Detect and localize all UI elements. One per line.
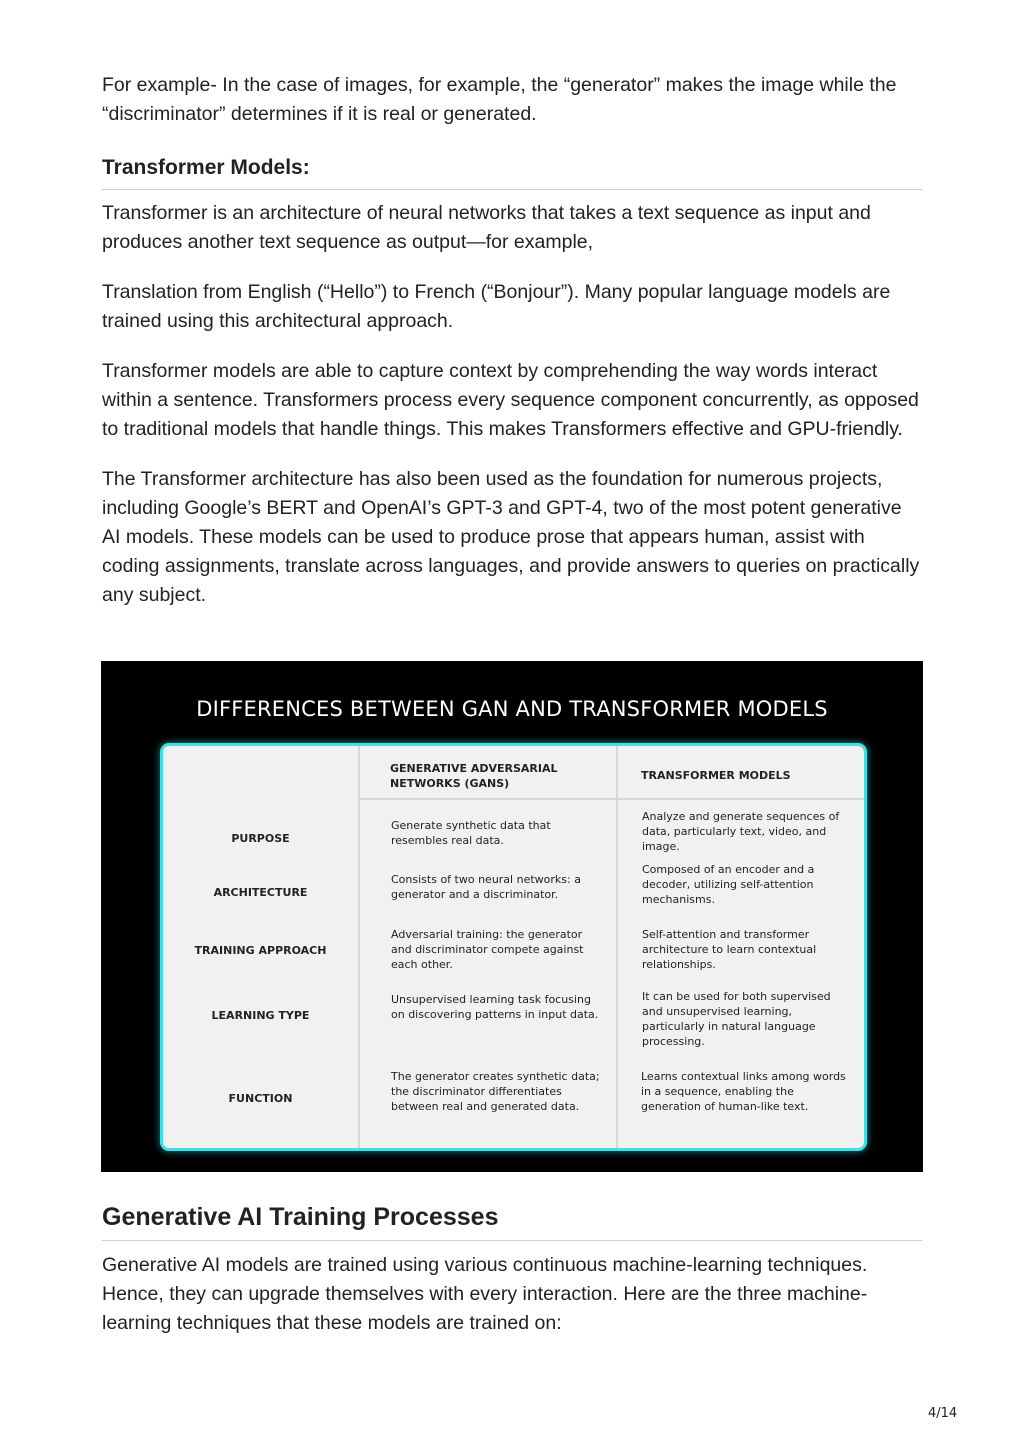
- cell-gan-architecture: Consists of two neural networks: a generator and a discriminator.: [391, 873, 581, 901]
- row-label-purpose: PURPOSE: [231, 832, 290, 845]
- intro-paragraph: For example- In the case of images, for example, the “generator” makes the image while the “discriminator” determines if it is real or generated.: [102, 74, 897, 125]
- row-label-function: FUNCTION: [228, 1092, 293, 1105]
- table-divider: [616, 746, 618, 1148]
- training-heading: Generative AI Training Processes: [102, 1201, 922, 1241]
- comparison-table: [160, 743, 867, 1151]
- cell-transformer-function: Learns contextual links among words in a sequence, enabling the generation of human-like text.: [641, 1070, 846, 1113]
- row-label-training-approach: TRAINING APPROACH: [194, 944, 327, 957]
- cell-transformer-architecture: Composed of an encoder and a decoder, utilizing self-attention mechanisms.: [642, 863, 815, 906]
- row-label-learning-type: LEARNING TYPE: [211, 1009, 310, 1022]
- article-body: [102, 71, 922, 631]
- cell-gan-training-approach: Adversarial training: the generator and discriminator compete against each other.: [391, 928, 584, 971]
- training-paragraph: Generative AI models are trained using various continuous machine-learning techniques. Hence, they can upgrade themselves with every interaction. Here are the three machine-learning techniques that these models are trained on:: [102, 1254, 868, 1334]
- cell-gan-purpose: Generate synthetic data that resembles real data.: [391, 819, 551, 847]
- table-divider: [358, 746, 360, 1148]
- figure-title: DIFFERENCES BETWEEN GAN AND TRANSFORMER MODELS: [196, 697, 828, 721]
- cell-transformer-purpose: Analyze and generate sequences of data, particularly text, video, and image.: [642, 810, 840, 853]
- cell-gan-learning-type: Unsupervised learning task focusing on discovering patterns in input data.: [391, 993, 599, 1021]
- transformer-paragraph-3: Transformer models are able to capture context by comprehending the way words interact within a sentence. Transformers process every sequence component concurrently, as opposed to traditional models that handle things. This makes Transformers effective and GPU-friendly.: [102, 360, 919, 440]
- transformer-heading: Transformer Models:: [102, 155, 922, 190]
- column-header-gan: GENERATIVE ADVERSARIAL NETWORKS (GANS): [390, 762, 558, 790]
- comparison-figure: [101, 661, 923, 1172]
- transformer-paragraph-4: The Transformer architecture has also been used as the foundation for numerous projects, including Google’s BERT and OpenAI’s GPT-3 and GPT-4, two of the most potent generative AI models. These models can be used to produce prose that appears human, assist with coding assignments, translate across languages, and provide answers to queries on practically any subject.: [102, 468, 920, 606]
- cell-transformer-learning-type: It can be used for both supervised and unsupervised learning, particularly in natural language processing.: [642, 990, 831, 1048]
- row-label-architecture: ARCHITECTURE: [213, 886, 308, 899]
- cell-transformer-training-approach: Self-attention and transformer architecture to learn contextual relationships.: [642, 928, 817, 971]
- page-number: 4/14: [928, 1406, 958, 1421]
- column-header-transformer: TRANSFORMER MODELS: [641, 769, 791, 782]
- table-header-divider: [358, 798, 864, 800]
- transformer-paragraph-1: Transformer is an architecture of neural networks that takes a text sequence as input and produces another text sequence as output—for example,: [102, 202, 871, 253]
- transformer-paragraph-2: Translation from English (“Hello”) to French (“Bonjour”). Many popular language models are trained using this architectural approach.: [102, 281, 891, 332]
- cell-gan-function: The generator creates synthetic data; the discriminator differentiates between real and generated data.: [391, 1070, 600, 1113]
